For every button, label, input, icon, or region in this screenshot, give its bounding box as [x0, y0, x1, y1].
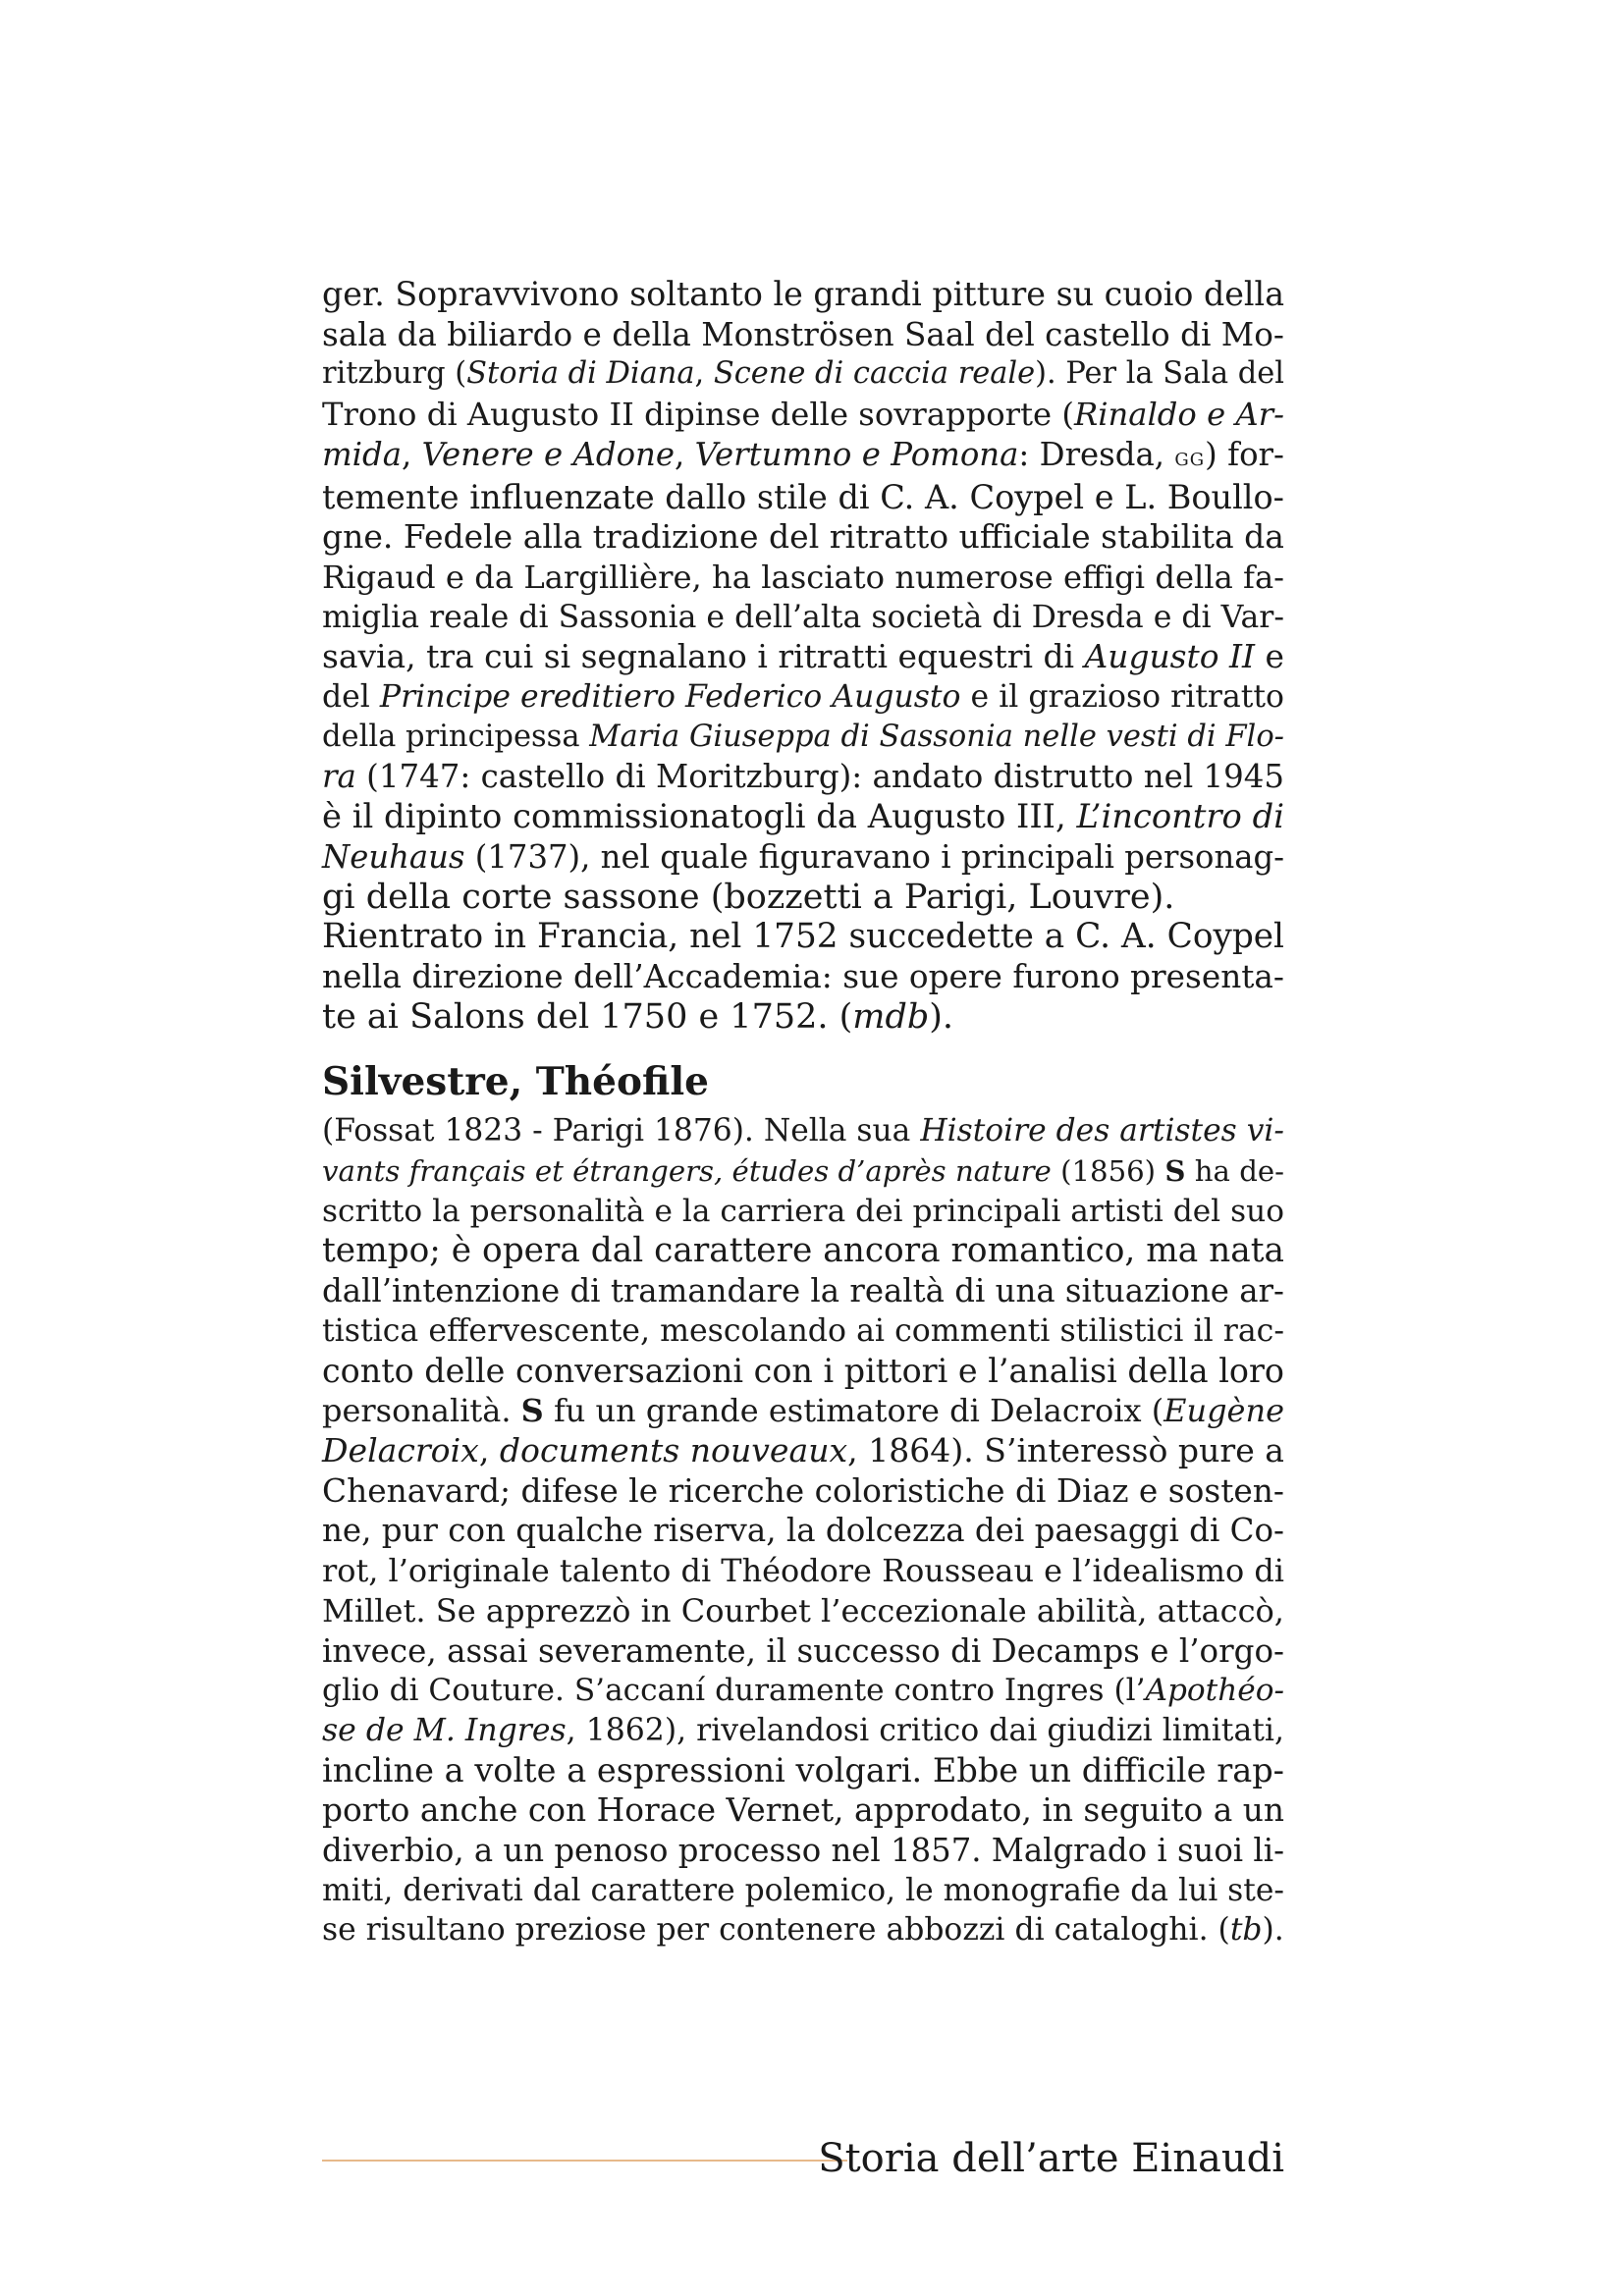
text-run: , 1864). S’interessò pure a — [847, 1430, 1285, 1469]
page-footer — [322, 2130, 1284, 2189]
text-line — [322, 1151, 1284, 1192]
text-run: del — [322, 679, 380, 716]
text-line — [322, 1671, 1284, 1711]
italic-run: Augusto II — [1084, 637, 1256, 676]
text-run: fu un grande estimatore di Delacroix ( — [543, 1392, 1164, 1430]
text-run: ) for- — [1205, 435, 1284, 473]
text-run: : Dresda, — [1018, 435, 1175, 473]
text-run: della principessa — [322, 719, 590, 754]
text-run: conto delle conversazioni con i pittori e l’analisi della loro — [322, 1351, 1284, 1390]
text-run: Rigaud e da Largillière, ha lasciato numerose effigi della fa- — [322, 558, 1285, 596]
text-run: miglia reale di Sassonia e dell’alta società di Dresda e di Var- — [322, 599, 1284, 635]
footer-title: Storia dell’arte Einaudi — [818, 2136, 1284, 2181]
paragraph-return-to-france — [322, 917, 1284, 1037]
italic-run: mida — [322, 435, 402, 473]
italic-run: Maria Giuseppa di Sassonia nelle vesti di Flo- — [589, 719, 1284, 754]
text-line — [322, 598, 1284, 638]
text-run: miti, derivati dal carattere polemico, le monografie da lui ste- — [322, 1872, 1284, 1908]
text-run: se risultano preziose per contenere abbozzi di cataloghi. ( — [322, 1912, 1230, 1949]
text-line — [322, 275, 1284, 315]
text-run: diverbio, a un penoso processo nel 1857. Malgrado i suoi li- — [322, 1832, 1285, 1870]
text-line — [322, 1871, 1284, 1911]
text-line — [322, 917, 1284, 957]
text-run: gne. Fedele alla tradizione del ritratto ufficiale stabilita da — [322, 517, 1284, 557]
text-line — [322, 1311, 1284, 1352]
text-line — [322, 354, 1284, 395]
text-line — [322, 1391, 1284, 1431]
text-line — [322, 558, 1284, 598]
text-line — [322, 1831, 1284, 1871]
text-run: ). — [929, 996, 954, 1037]
text-run: , — [478, 1430, 500, 1469]
text-run: Millet. Se apprezzò in Courbet l’eccezionale abilità, attaccò, — [322, 1591, 1284, 1629]
text-run: ha de- — [1185, 1154, 1284, 1189]
text-run: glio di Couture. S’accaní duramente contro Ingres (l’ — [322, 1673, 1146, 1709]
entry-heading: Silvestre, Théofile — [322, 1059, 709, 1105]
text-run: dall’intenzione di tramandare la realtà di una situazione ar- — [322, 1272, 1284, 1310]
text-run: gi della corte sassone (bozzetti a Parigi, Louvre). — [322, 877, 1175, 917]
text-line — [322, 478, 1284, 518]
text-line — [322, 757, 1284, 797]
text-run: ). Per la Sala del — [1035, 356, 1284, 392]
bold-run: S — [1164, 1154, 1186, 1189]
text-run: e il grazioso ritratto — [960, 679, 1285, 716]
italic-run: vants français et étrangers, études d’après nature — [322, 1154, 1052, 1189]
italic-run: Storia di Diana — [466, 356, 695, 392]
text-run: (1737), nel quale figuravano i principali personag- — [464, 837, 1285, 876]
text-run: rot, l’originale talento di Théodore Rousseau e l’idealismo di — [322, 1552, 1284, 1590]
text-run: e — [1255, 637, 1284, 676]
text-line — [322, 1111, 1284, 1151]
text-line — [322, 1471, 1284, 1512]
text-run: (1747: castello di Moritzburg): andato distrutto nel 1945 — [355, 758, 1285, 796]
text-run: , 1862), rivelandosi critico dai giudizi limitati, — [566, 1712, 1284, 1748]
text-run: ). — [1262, 1912, 1284, 1949]
text-run: , — [401, 435, 422, 473]
text-line — [322, 1711, 1284, 1751]
text-run: , — [694, 356, 714, 392]
italic-run: ra — [322, 758, 356, 796]
italic-run: Apothéo- — [1145, 1673, 1284, 1709]
italic-run: tb — [1229, 1912, 1263, 1949]
italic-run: mdb — [852, 996, 930, 1037]
text-line — [322, 957, 1284, 997]
italic-run: Neuhaus — [322, 837, 465, 876]
text-run: Trono di Augusto II dipinse delle sovrapporte ( — [322, 396, 1074, 434]
text-line — [322, 718, 1284, 758]
paragraph-silvestre-entry — [322, 1111, 1284, 1950]
text-line — [322, 677, 1284, 718]
text-run: porto anche con Horace Vernet, approdato, in seguito a un — [322, 1791, 1285, 1830]
text-line — [322, 517, 1284, 558]
text-run: , — [675, 435, 695, 473]
text-line — [322, 637, 1284, 677]
text-run: (Fossat 1823 - Parigi 1876). Nella sua — [322, 1113, 921, 1149]
text-run: nella direzione dell’Accademia: sue opere furono presenta- — [322, 957, 1284, 995]
text-run: savia, tra cui si segnalano i ritratti equestri di — [322, 637, 1085, 676]
italic-run: documents nouveaux — [499, 1430, 848, 1469]
text-line — [322, 435, 1284, 478]
text-run: ne, pur con qualche riserva, la dolcezza dei paesaggi di Co- — [322, 1512, 1284, 1550]
italic-run: se de M. Ingres — [322, 1712, 567, 1748]
text-line — [322, 1790, 1284, 1831]
text-run: invece, assai severamente, il successo di Decamps e l’orgo- — [322, 1631, 1285, 1670]
text-line — [322, 1231, 1284, 1271]
text-run: scritto la personalità e la carriera dei principali artisti del suo — [322, 1193, 1284, 1229]
text-line — [322, 1352, 1284, 1392]
italic-run: L’incontro di — [1076, 797, 1284, 836]
text-line — [322, 1551, 1284, 1591]
italic-run: Venere e Adone — [421, 435, 676, 473]
text-line — [322, 1192, 1284, 1232]
italic-run: Delacroix — [322, 1430, 479, 1469]
text-run: tempo; è opera dal carattere ancora romantico, ma nata — [322, 1231, 1284, 1271]
paragraph-sandrart-continued — [322, 275, 1284, 917]
text-line — [322, 1751, 1284, 1791]
text-run: sala da biliardo e della Monströsen Saal del castello di Mo- — [322, 315, 1284, 353]
text-line — [322, 878, 1284, 918]
text-line — [322, 1431, 1284, 1471]
text-run: ger. Sopravvivono soltanto le grandi pitture su cuoio della — [322, 275, 1285, 313]
italic-run: Histoire des artistes vi- — [920, 1113, 1284, 1149]
text-run: incline a volte a espressioni volgari. Ebbe un difficile rap- — [322, 1750, 1284, 1789]
smallcaps-run: gg — [1174, 442, 1206, 472]
text-run: tistica effervescente, mescolando ai commenti stilistici il rac- — [322, 1312, 1284, 1349]
footer-rule — [322, 2160, 847, 2162]
text-run: personalità. — [322, 1392, 521, 1430]
text-run: temente influenzate dallo stile di C. A. Coypel e L. Boullo- — [322, 477, 1284, 516]
text-line — [322, 997, 1284, 1038]
text-run: te ai Salons del 1750 e 1752. ( — [322, 996, 853, 1037]
text-line — [322, 1271, 1284, 1311]
text-line — [322, 395, 1284, 435]
text-line — [322, 797, 1284, 837]
text-run: è il dipinto commissionatogli da Augusto III, — [322, 797, 1077, 836]
text-line — [322, 1910, 1284, 1950]
text-line — [322, 1591, 1284, 1631]
text-run: Rientrato in Francia, nel 1752 succedette a C. A. Coypel — [322, 917, 1284, 957]
text-line — [322, 1511, 1284, 1551]
text-line — [322, 837, 1284, 878]
italic-run: Principe ereditiero Federico Augusto — [379, 679, 961, 716]
italic-run: Rinaldo e Ar- — [1073, 396, 1284, 434]
text-line — [322, 315, 1284, 355]
italic-run: Vertumno e Pomona — [694, 435, 1019, 473]
italic-run: Eugène — [1163, 1392, 1284, 1430]
bold-run: S — [520, 1392, 544, 1430]
italic-run: Scene di caccia reale — [713, 356, 1036, 392]
text-line — [322, 1631, 1284, 1672]
text-run: (1856) — [1051, 1154, 1165, 1189]
article-column — [322, 275, 1284, 1950]
text-run: Chenavard; difese le ricerche coloristiche di Diaz e sosten- — [322, 1471, 1284, 1510]
text-run: ritzburg ( — [322, 356, 467, 392]
